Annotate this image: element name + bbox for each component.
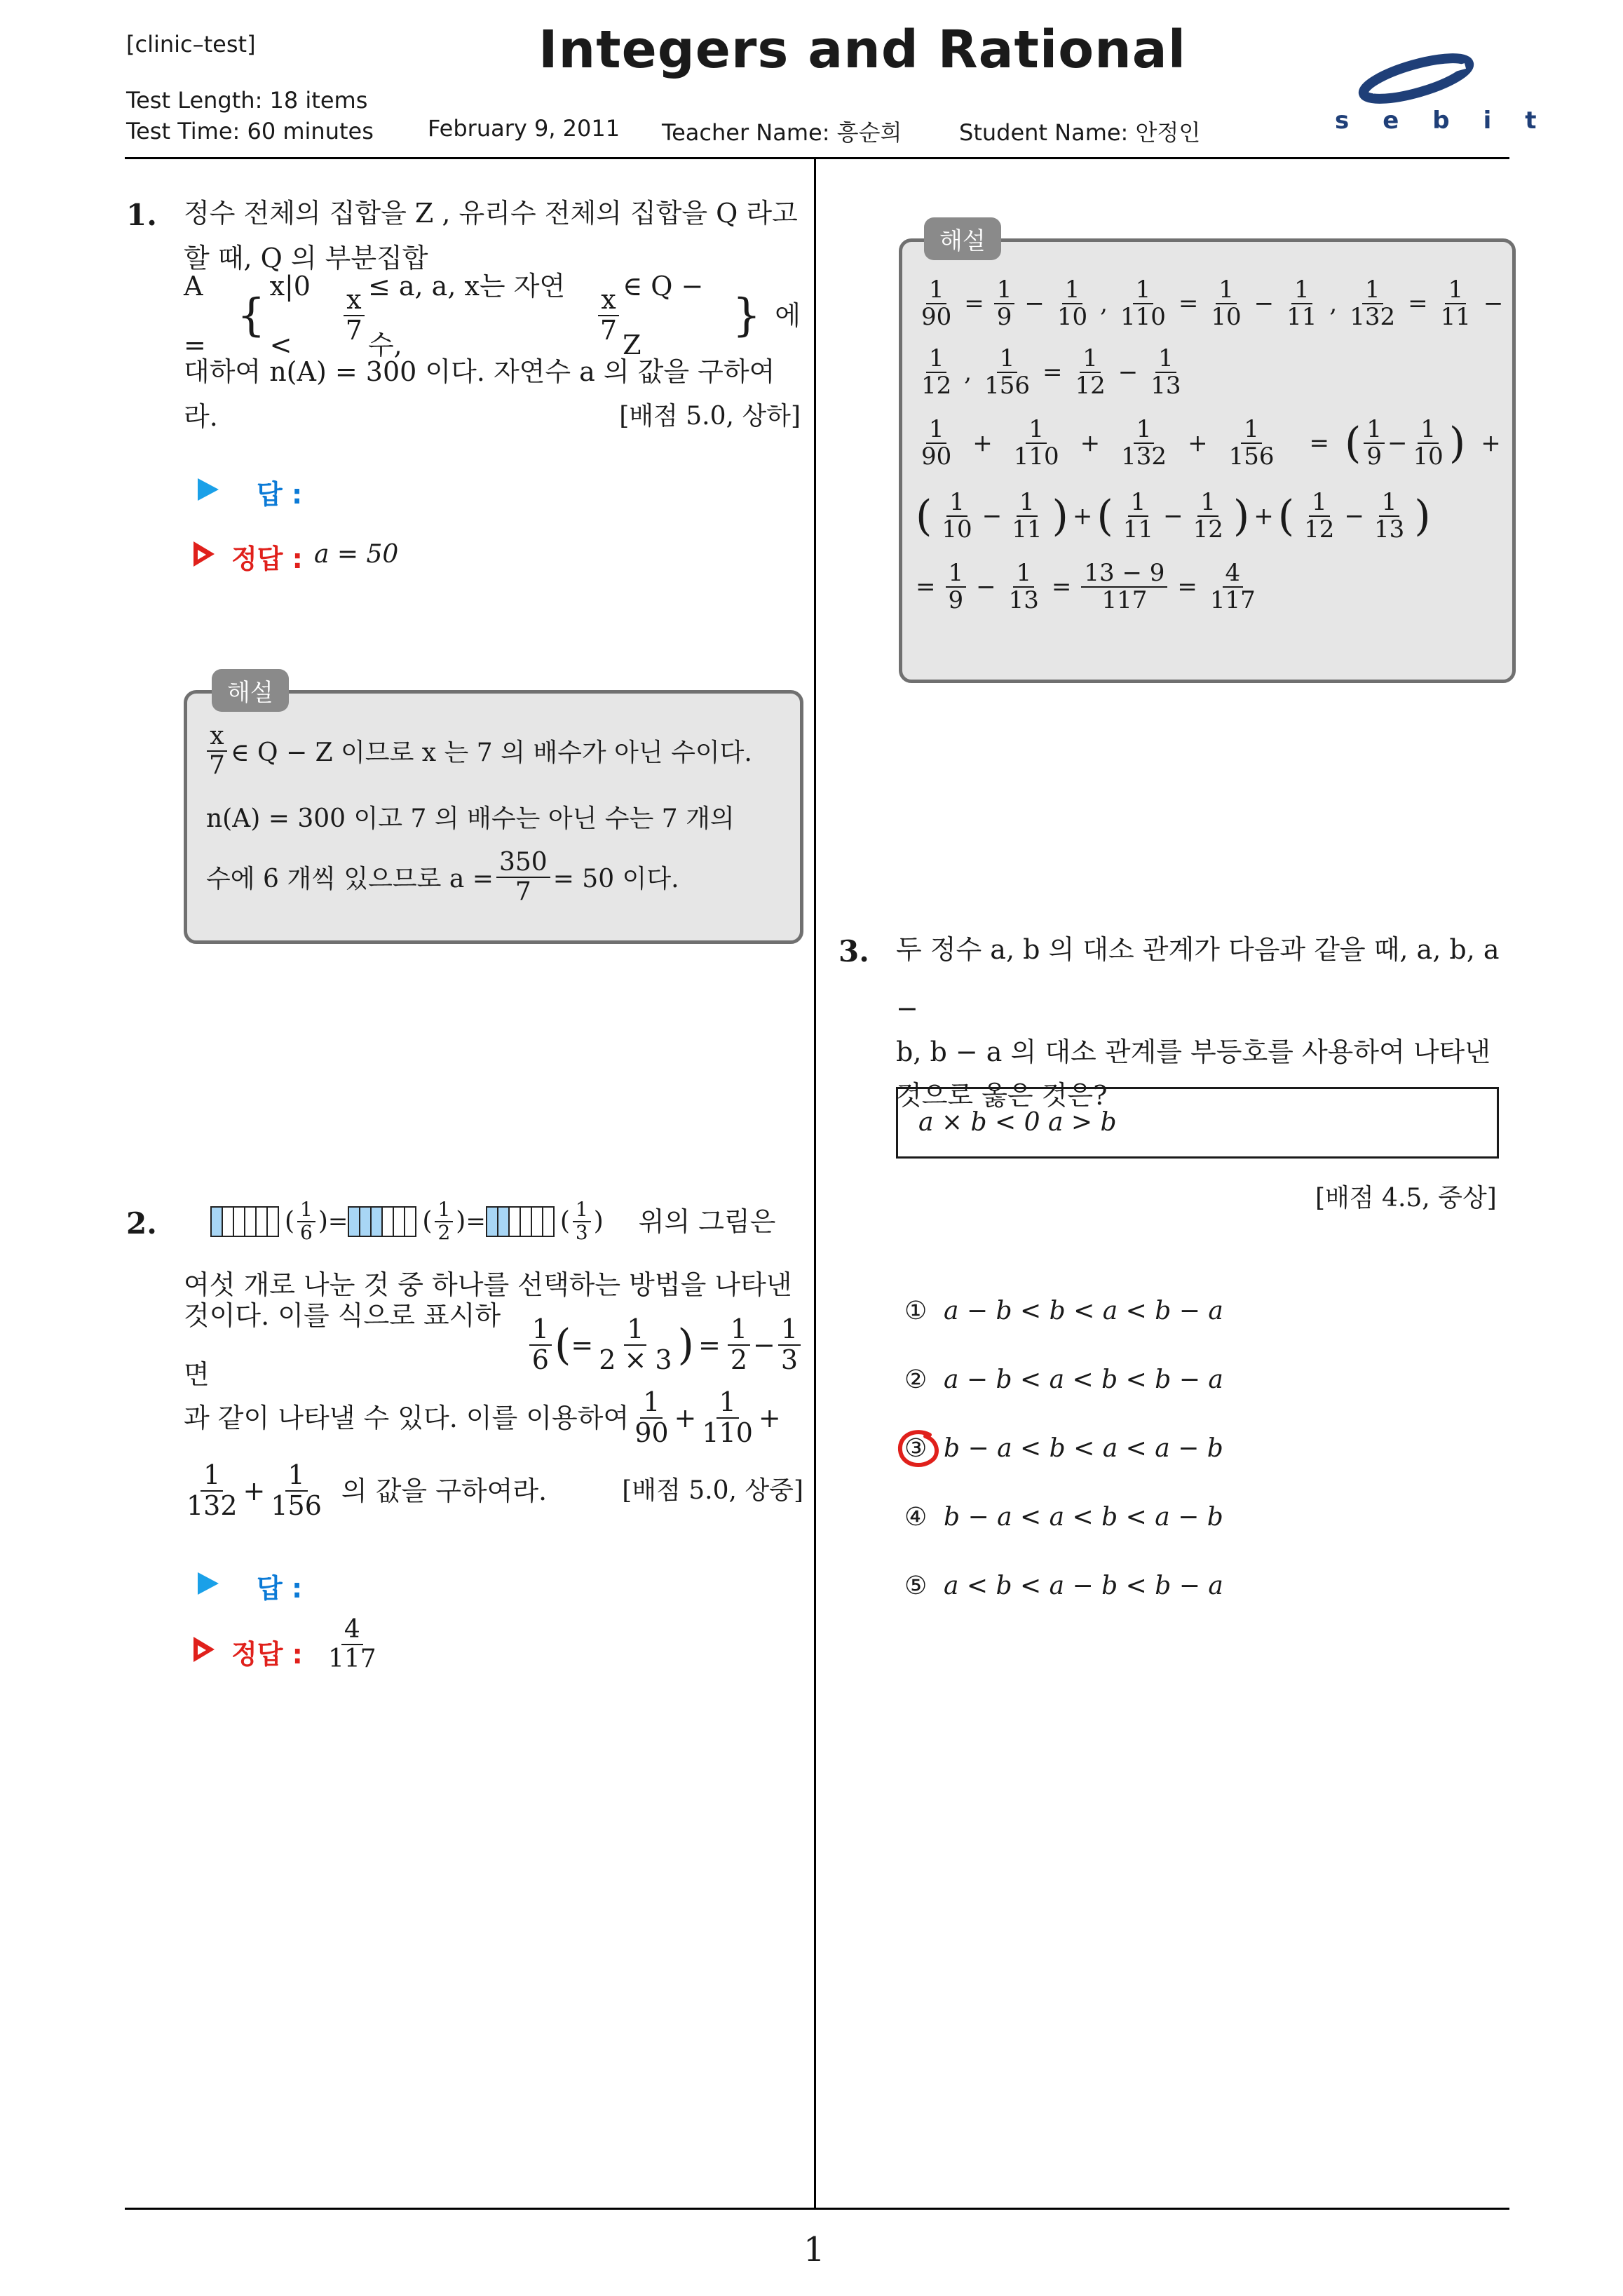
option-2-mark: ② <box>904 1365 928 1394</box>
q2-frac-1-3: $\frac{1}{3}$ <box>573 1199 591 1244</box>
question-3-number: 3. <box>838 934 869 968</box>
q2-plus-3: + <box>243 1475 266 1506</box>
question-2-line2: 여섯 개로 나눈 것 중 하나를 선택하는 방법을 나타낸 <box>184 1269 792 1300</box>
correct-marker-hole <box>198 550 206 560</box>
q1-sol-line1-text: ∈ Q − Z 이므로 x 는 7 의 배수가 아닌 수이다. <box>230 738 752 768</box>
option-5-mark: ⑤ <box>904 1571 928 1600</box>
fraction-bar-sixths <box>210 1206 279 1237</box>
teacher-name: Teacher Name: 흥순희 <box>662 119 902 146</box>
question-2-line1: ( $\frac{1}{6}$ ) = ( $\frac{1}{2}$ ) = ( $\frac{1}{3}$ ) 위의 그림은 <box>210 1192 803 1251</box>
q2-sol-line1: $\frac{1}{90}$ = $\frac{1}{9}$ − $\frac{1}{10}$ , $\frac{1}{110}$ = $\frac{1}{10}$ − $\frac{1}{11}$ , $\frac{1}{132}$ = $\frac{1}{11}$ − <box>916 269 1505 338</box>
question-2-line5 <box>184 1454 803 1527</box>
option-1-mark: ① <box>904 1296 928 1325</box>
q2-frac-1-2b: $\frac{1}{2}$ <box>728 1315 750 1375</box>
student-name: Student Name: 안정인 <box>959 119 1201 146</box>
s-f-1-110b: $\frac{1}{110}$ <box>1013 414 1059 471</box>
question-3-line3: 것으로 옳은 것은? <box>896 1080 1108 1111</box>
s-f-1-12b: $\frac{1}{12}$ <box>1075 344 1106 400</box>
question-1-line4: 대하여 n(A) = 300 이다. 자연수 a 의 값을 구하여 <box>184 356 775 387</box>
s-f-1-11b: $\frac{1}{11}$ <box>1440 275 1471 331</box>
selected-circle-mark <box>895 1428 944 1473</box>
question-3-condition: a × b < 0 a > b <box>918 1108 1117 1137</box>
s-f-1-110: $\frac{1}{110}$ <box>1120 275 1166 331</box>
q1-sol-line2: n(A) = 300 이고 7 의 배수는 아닌 수는 7 개의 <box>206 804 735 834</box>
question-1-solution-tab: 해설 <box>212 669 289 712</box>
s-f-1-132: $\frac{1}{132}$ <box>1350 275 1396 331</box>
s-f-1-90: $\frac{1}{90}$ <box>921 275 952 331</box>
q2-frac-1-3b: $\frac{1}{3}$ <box>778 1315 801 1375</box>
question-2-line3: 것이다. 이를 식으로 표시하면 $\frac{1}{6}$ ( = $\frac{1}{2 \times 3}$ ) = $\frac{1}{2}$ − $\frac{1}{3}$ <box>184 1309 803 1382</box>
s-f-1-156: $\frac{1}{156}$ <box>984 344 1030 400</box>
q2-sol-line3: $\frac{1}{90}$ + $\frac{1}{110}$ + $\frac{1}{132}$ + $\frac{1}{156}$ = ( $\frac{1}{9}$ − $\frac{1}{10}$ ) + <box>916 407 1505 480</box>
question-2-body <box>184 1255 803 1527</box>
option-1-text: a − b < b < a < b − a <box>944 1296 1223 1325</box>
q2-paren-eq: = <box>571 1330 594 1360</box>
q2-plus-2: + <box>758 1403 781 1433</box>
question-1-line2: 할 때, Q 의 부분집합 <box>184 243 428 274</box>
page-title: Integers and Rational <box>538 20 1187 80</box>
option-5[interactable] <box>904 1551 1465 1620</box>
question-1-correct-label: 정답 : <box>231 543 303 574</box>
fraction-bar-halves <box>348 1206 416 1237</box>
question-3-line1: 두 정수 a, b 의 대소 관계가 다음과 같을 때, a, b, a − <box>896 934 1500 1024</box>
q1-sol-line3 <box>206 849 788 905</box>
q2-eq-1: = <box>327 1208 348 1236</box>
footer-rule <box>125 2208 1509 2210</box>
q2-eq-2: = <box>466 1208 486 1236</box>
question-1-text <box>184 184 801 446</box>
s-f-1-132b: $\frac{1}{132}$ <box>1121 414 1167 471</box>
question-2-score: [배점 5.0, 상중] <box>622 1476 803 1505</box>
s-f-1-9: $\frac{1}{9}$ <box>994 277 1015 331</box>
option-2[interactable] <box>904 1345 1465 1414</box>
question-3-line2: b, b − a 의 대소 관계를 부등호를 사용하여 나타낸 <box>896 1036 1490 1067</box>
answer-marker-icon <box>198 478 219 501</box>
correct-marker-hole-2 <box>198 1645 206 1655</box>
question-2-solution-text <box>916 269 1505 621</box>
right-brace: } <box>732 290 761 342</box>
test-length: Test Length: 18 items <box>126 87 368 114</box>
s-f-1-10: $\frac{1}{10}$ <box>1057 275 1088 331</box>
set-tail: 에 <box>775 300 801 331</box>
question-1-number: 1. <box>126 198 157 232</box>
option-2-text: a − b < a < b < b − a <box>944 1365 1223 1394</box>
question-1-answer-label: 답 : <box>257 479 303 510</box>
option-3[interactable] <box>904 1414 1465 1483</box>
q1-sol-line3a: 수에 6 개씩 있으므로 a = <box>206 865 494 894</box>
q2-frac-1-2x3: $\frac{1}{2 \times 3}$ <box>599 1314 672 1375</box>
s-f-1-90b: $\frac{1}{90}$ <box>921 414 952 471</box>
q1-sol-line3b: = 50 이다. <box>552 865 679 894</box>
q2-plus-1: + <box>674 1403 697 1433</box>
option-5-text: a < b < a − b < b − a <box>944 1571 1223 1600</box>
q2-sol-line5: = $\frac{1}{9}$ − $\frac{1}{13}$ = $\frac{13 - 9}{117}$ = $\frac{4}{117}$ <box>916 558 1256 614</box>
set-cond2: ≤ a, a, x는 자연수, <box>367 271 566 360</box>
set-cond3: ∈ Q − Z <box>623 271 704 360</box>
set-fraction-2: $\frac{x}{7}$ <box>597 285 620 346</box>
s-f-1-13: $\frac{1}{13}$ <box>1150 344 1181 400</box>
question-2-number: 2. <box>126 1206 157 1241</box>
s-f-1-12: $\frac{1}{12}$ <box>921 344 952 400</box>
q2-eq-3: = <box>698 1330 721 1360</box>
option-3-text: b − a < b < a < a − b <box>944 1433 1223 1463</box>
q2-frac-1-6b: $\frac{1}{6}$ <box>529 1315 552 1375</box>
question-2-solution-tab: 해설 <box>924 217 1001 260</box>
option-3-mark: ③ <box>904 1433 928 1463</box>
q2-line4a: 과 같이 나타낼 수 있다. 이를 이용하여 <box>184 1403 630 1433</box>
q2-frac-1-110: $\frac{1}{110}$ <box>702 1386 753 1448</box>
q2-sol-line4: ( $\frac{1}{10}$ − $\frac{1}{11}$ ) + ( $\frac{1}{11}$ − $\frac{1}{12}$ ) + ( $\frac{1}{12}$ − $\frac{1}{13}$ ) <box>916 487 1431 543</box>
q2-sol-line2: $\frac{1}{12}$ , $\frac{1}{156}$ = $\frac{1}{12}$ − $\frac{1}{13}$ <box>916 338 1505 407</box>
test-time: Test Time: 60 minutes <box>126 118 374 144</box>
test-date: February 9, 2011 <box>428 115 620 142</box>
correct-marker-icon <box>193 541 216 568</box>
page-number: 1 <box>803 2230 825 2269</box>
q1-sol-fraction-350: $\frac{350}{7}$ <box>496 849 550 905</box>
q2-line5b: 의 값을 구하여라. <box>341 1475 548 1506</box>
set-a-label: A = <box>184 271 206 360</box>
q2-frac-1-6: $\frac{1}{6}$ <box>297 1199 315 1244</box>
header-rule <box>125 157 1509 159</box>
q2-correct-fraction: $\frac{4}{117}$ <box>328 1615 376 1673</box>
question-1-line1: 정수 전체의 집합을 Z , 유리수 전체의 집합을 Q 라고 <box>184 198 798 229</box>
correct-marker-icon-2 <box>193 1637 216 1663</box>
column-divider <box>814 158 816 2209</box>
question-3-options <box>904 1276 1465 1620</box>
q1-sol-fraction: $\frac{x}{7}$ <box>206 722 228 779</box>
question-2-correct-value <box>322 1616 382 1673</box>
sebit-logo <box>1318 42 1570 140</box>
q2-frac-1-90: $\frac{1}{90}$ <box>634 1386 669 1448</box>
s-f-1-10b: $\frac{1}{10}$ <box>1211 275 1242 331</box>
clinic-tag: [clinic–test] <box>126 31 256 58</box>
q1-sol-line1 <box>206 722 788 779</box>
left-brace: { <box>236 290 266 342</box>
fraction-bar-thirds <box>486 1206 555 1237</box>
question-1-solution-text <box>206 722 788 905</box>
question-2-text <box>210 1192 803 1251</box>
option-4-text: b − a < a < b < a − b <box>944 1502 1223 1532</box>
set-cond1: x|0 < <box>269 271 311 360</box>
q2-minus: − <box>753 1330 775 1360</box>
q2-frac-1-132: $\frac{1}{132}$ <box>186 1459 238 1521</box>
question-1-set <box>184 271 801 360</box>
option-4-mark: ④ <box>904 1502 928 1532</box>
question-2-line4 <box>184 1382 803 1454</box>
option-4[interactable] <box>904 1483 1465 1551</box>
question-1-line5-text: 라. <box>184 401 218 432</box>
q2-line1-tail: 위의 그림은 <box>638 1206 776 1237</box>
question-1-correct-value: a = 50 <box>314 540 399 569</box>
s-f-1-156b: $\frac{1}{156}$ <box>1228 414 1275 471</box>
option-1[interactable] <box>904 1276 1465 1345</box>
q2-line3a: 것이다. 이를 식으로 표시하면 <box>184 1300 501 1390</box>
sebit-logo-text: sebit <box>1335 107 1570 135</box>
question-2-answer-label: 답 : <box>257 1573 303 1604</box>
question-2-correct-label: 정답 : <box>231 1639 303 1670</box>
s-f-1-11: $\frac{1}{11}$ <box>1286 275 1317 331</box>
answer-marker-icon-2 <box>198 1572 219 1595</box>
question-3-score: [배점 4.5, 중상] <box>1315 1184 1497 1213</box>
q2-frac-1-156: $\frac{1}{156}$ <box>271 1459 322 1521</box>
question-1-score: [배점 5.0, 상하] <box>619 402 801 431</box>
set-fraction-1: $\frac{x}{7}$ <box>343 285 365 346</box>
q2-frac-1-2: $\frac{1}{2}$ <box>435 1199 453 1244</box>
